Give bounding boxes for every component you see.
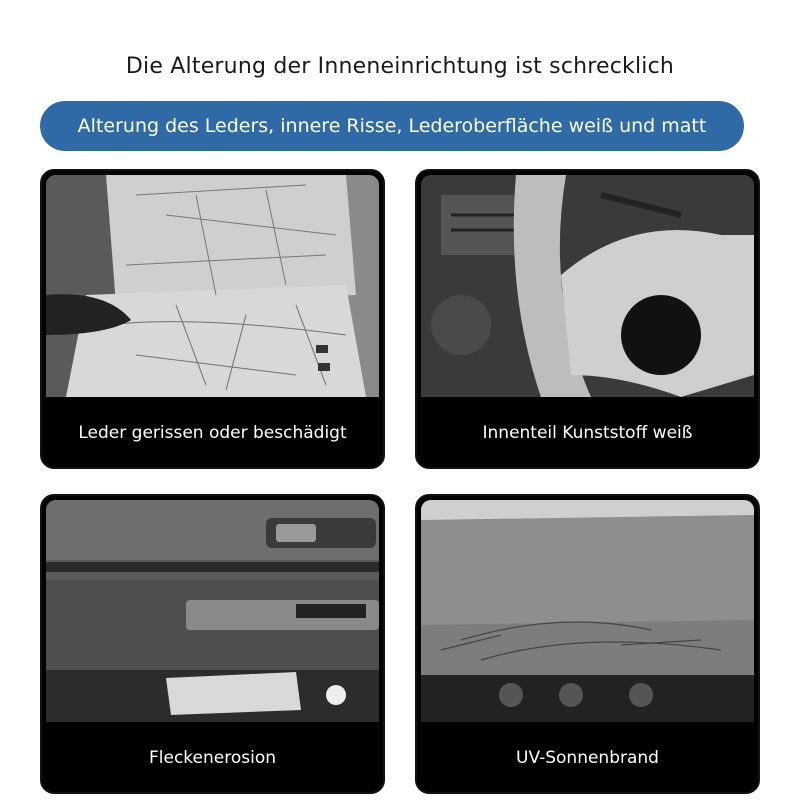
- card-caption: Innenteil Kunststoff weiß: [482, 423, 693, 443]
- stained-door-panel-image: [46, 500, 379, 722]
- subtitle-banner: Alterung des Leders, innere Risse, Lederoberfläche weiß und matt: [40, 101, 744, 151]
- card-steering-wheel: [415, 169, 760, 469]
- card-leather-seat: [40, 169, 385, 469]
- sun-damaged-dashboard-image: [421, 500, 754, 722]
- card-caption: Leder gerissen oder beschädigt: [78, 423, 347, 443]
- card-caption: UV-Sonnenbrand: [516, 748, 659, 768]
- cracked-leather-seat-image: [46, 175, 379, 397]
- card-door-panel: [40, 494, 385, 794]
- faded-steering-wheel-image: [421, 175, 754, 397]
- page-title: Die Alterung der Inneneinrichtung ist schrecklich: [125, 54, 675, 79]
- card-dashboard: [415, 494, 760, 794]
- card-caption: Fleckenerosion: [148, 748, 276, 768]
